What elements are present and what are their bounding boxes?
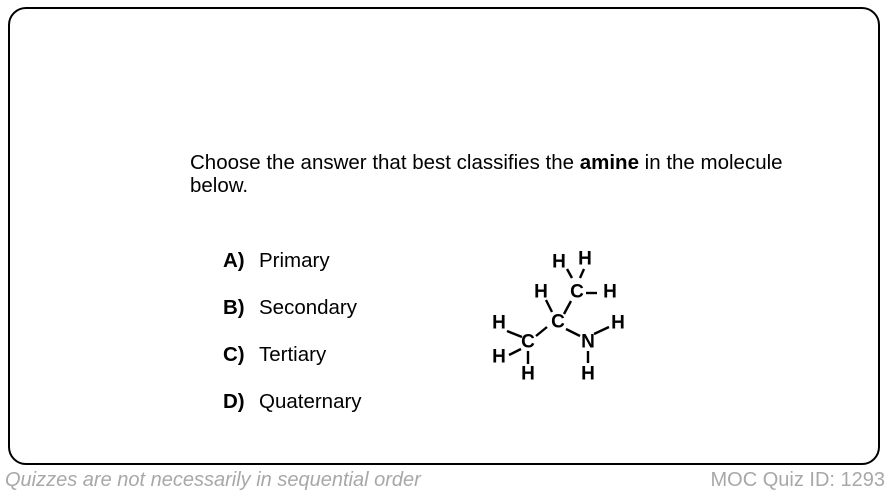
atom-h-9: H — [581, 363, 595, 385]
option-b-label: Secondary — [259, 296, 358, 319]
bond-h-c-top-2 — [580, 269, 584, 278]
option-c[interactable] — [223, 343, 326, 367]
atom-h-3: H — [603, 281, 617, 303]
atom-c-1: C — [570, 281, 584, 303]
quiz-card — [8, 7, 880, 465]
question-emphasis: amine — [579, 151, 639, 174]
footer-note: Quizzes are not necessarily in sequential order — [5, 469, 421, 491]
option-b[interactable] — [223, 296, 357, 320]
option-a-letter: A) — [223, 249, 245, 272]
quiz-id: MOC Quiz ID: 1293 — [710, 469, 885, 491]
option-c-label: Tertiary — [259, 343, 327, 366]
atom-h-7: H — [492, 346, 506, 368]
atom-h-8: H — [521, 363, 535, 385]
atom-h-2: H — [578, 248, 592, 270]
atom-h-1: H — [552, 251, 566, 273]
atom-n: N — [581, 331, 595, 353]
atom-c-3: C — [521, 331, 535, 353]
question-text — [190, 151, 790, 197]
option-c-letter: C) — [223, 343, 245, 366]
option-b-letter: B) — [223, 296, 245, 319]
question-prefix: Choose the answer that best classifies the — [190, 151, 580, 174]
bond-h-c-left-lower — [509, 349, 521, 355]
bond-n-h-right — [594, 327, 609, 334]
question-suffix: in the molecule below. — [190, 151, 783, 197]
option-a-label: Primary — [259, 249, 330, 272]
atom-h-6: H — [611, 312, 625, 334]
atom-h-4: H — [534, 281, 548, 303]
molecule-structure — [480, 245, 640, 390]
bond-c-c-lower — [536, 327, 547, 336]
atom-c-2: C — [551, 311, 565, 333]
option-d-label: Quaternary — [259, 390, 362, 413]
atom-h-5: H — [492, 312, 506, 334]
bond-h-c-left-upper — [507, 331, 522, 337]
bond-c-n — [566, 329, 580, 336]
option-a[interactable] — [223, 249, 330, 273]
option-d[interactable] — [223, 390, 362, 414]
bond-h-c-top-1 — [567, 269, 572, 278]
option-d-letter: D) — [223, 390, 245, 413]
bond-c-c-upper — [564, 301, 571, 314]
